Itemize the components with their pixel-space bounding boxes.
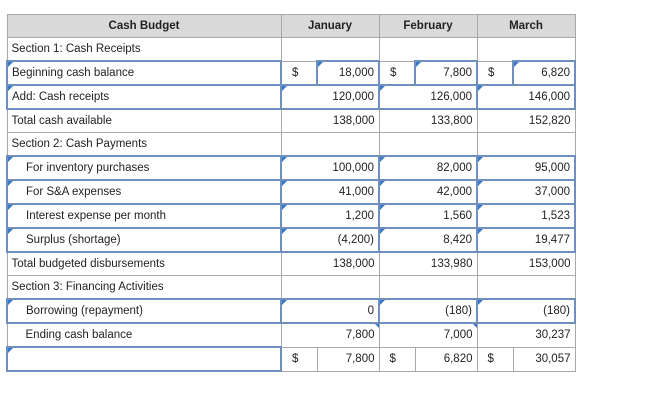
march-header: March xyxy=(477,15,575,38)
disbursements-mar: 153,000 xyxy=(477,252,575,276)
beginning-feb[interactable]: 7,800 xyxy=(415,61,477,85)
cash-budget-table xyxy=(6,14,576,372)
inventory-jan[interactable]: 100,000 xyxy=(281,156,379,180)
interest-feb[interactable]: 1,560 xyxy=(379,204,477,228)
sa-expenses-label[interactable]: For S&A expenses xyxy=(7,180,281,204)
available-mar: 152,820 xyxy=(477,109,575,133)
receipts-mar[interactable]: 146,000 xyxy=(477,85,575,109)
receipts-feb[interactable]: 126,000 xyxy=(379,85,477,109)
title-cell: Cash Budget xyxy=(7,15,281,38)
receipts-jan[interactable]: 120,000 xyxy=(281,85,379,109)
currency-symbol: $ xyxy=(477,61,513,85)
sa-expenses-row xyxy=(7,180,575,204)
inventory-label[interactable]: For inventory purchases xyxy=(7,156,281,180)
cash-receipts-label[interactable]: Add: Cash receipts xyxy=(7,85,281,109)
ending-balance-label: Ending cash balance xyxy=(7,323,281,347)
february-header: February xyxy=(379,15,477,38)
interest-row xyxy=(7,204,575,228)
beginning-mar[interactable]: 6,820 xyxy=(513,61,575,85)
disbursements-feb: 133,980 xyxy=(379,252,477,276)
disbursements-label: Total budgeted disbursements xyxy=(7,252,281,276)
beginning-balance-row xyxy=(7,61,575,85)
currency-symbol: $ xyxy=(379,347,415,371)
borrowing-jan[interactable]: 0 xyxy=(281,299,379,323)
surplus-jan[interactable]: (4,200) xyxy=(281,228,379,252)
january-header: January xyxy=(281,15,379,38)
inventory-row xyxy=(7,156,575,180)
sa-mar[interactable]: 37,000 xyxy=(477,180,575,204)
beginning-jan[interactable]: 18,000 xyxy=(317,61,379,85)
currency-symbol: $ xyxy=(281,347,317,371)
cash-receipts-row xyxy=(7,85,575,109)
final-balance-label[interactable] xyxy=(7,347,281,371)
section-financing-row xyxy=(7,276,575,300)
header-row xyxy=(7,15,575,38)
final-balance-row xyxy=(7,347,575,371)
surplus-label[interactable]: Surplus (shortage) xyxy=(7,228,281,252)
inventory-mar[interactable]: 95,000 xyxy=(477,156,575,180)
currency-symbol: $ xyxy=(379,61,415,85)
final-feb: 6,820 xyxy=(415,347,477,371)
section-payments-row xyxy=(7,133,575,157)
currency-symbol: $ xyxy=(281,61,317,85)
available-feb: 133,800 xyxy=(379,109,477,133)
borrowing-mar[interactable]: (180) xyxy=(477,299,575,323)
section-receipts-row xyxy=(7,38,575,62)
ending-mar: 30,237 xyxy=(477,323,575,347)
currency-symbol: $ xyxy=(477,347,513,371)
ending-feb[interactable]: 7,000 xyxy=(379,323,477,347)
total-available-label: Total cash available xyxy=(7,109,281,133)
available-jan: 138,000 xyxy=(281,109,379,133)
section-receipts-label: Section 1: Cash Receipts xyxy=(7,38,281,62)
inventory-feb[interactable]: 82,000 xyxy=(379,156,477,180)
ending-jan[interactable]: 7,800 xyxy=(281,323,379,347)
surplus-row xyxy=(7,228,575,252)
surplus-feb[interactable]: 8,420 xyxy=(379,228,477,252)
final-mar: 30,057 xyxy=(513,347,575,371)
section-financing-label: Section 3: Financing Activities xyxy=(7,276,281,300)
interest-label[interactable]: Interest expense per month xyxy=(7,204,281,228)
disbursements-jan: 138,000 xyxy=(281,252,379,276)
surplus-mar[interactable]: 19,477 xyxy=(477,228,575,252)
borrowing-feb[interactable]: (180) xyxy=(379,299,477,323)
interest-jan[interactable]: 1,200 xyxy=(281,204,379,228)
final-jan: 7,800 xyxy=(317,347,379,371)
sa-jan[interactable]: 41,000 xyxy=(281,180,379,204)
section-payments-label: Section 2: Cash Payments xyxy=(7,133,281,157)
borrowing-row xyxy=(7,299,575,323)
interest-mar[interactable]: 1,523 xyxy=(477,204,575,228)
disbursements-row xyxy=(7,252,575,276)
borrowing-label[interactable]: Borrowing (repayment) xyxy=(7,299,281,323)
sa-feb[interactable]: 42,000 xyxy=(379,180,477,204)
total-available-row xyxy=(7,109,575,133)
ending-balance-row xyxy=(7,323,575,347)
beginning-balance-label[interactable]: Beginning cash balance xyxy=(7,61,281,85)
